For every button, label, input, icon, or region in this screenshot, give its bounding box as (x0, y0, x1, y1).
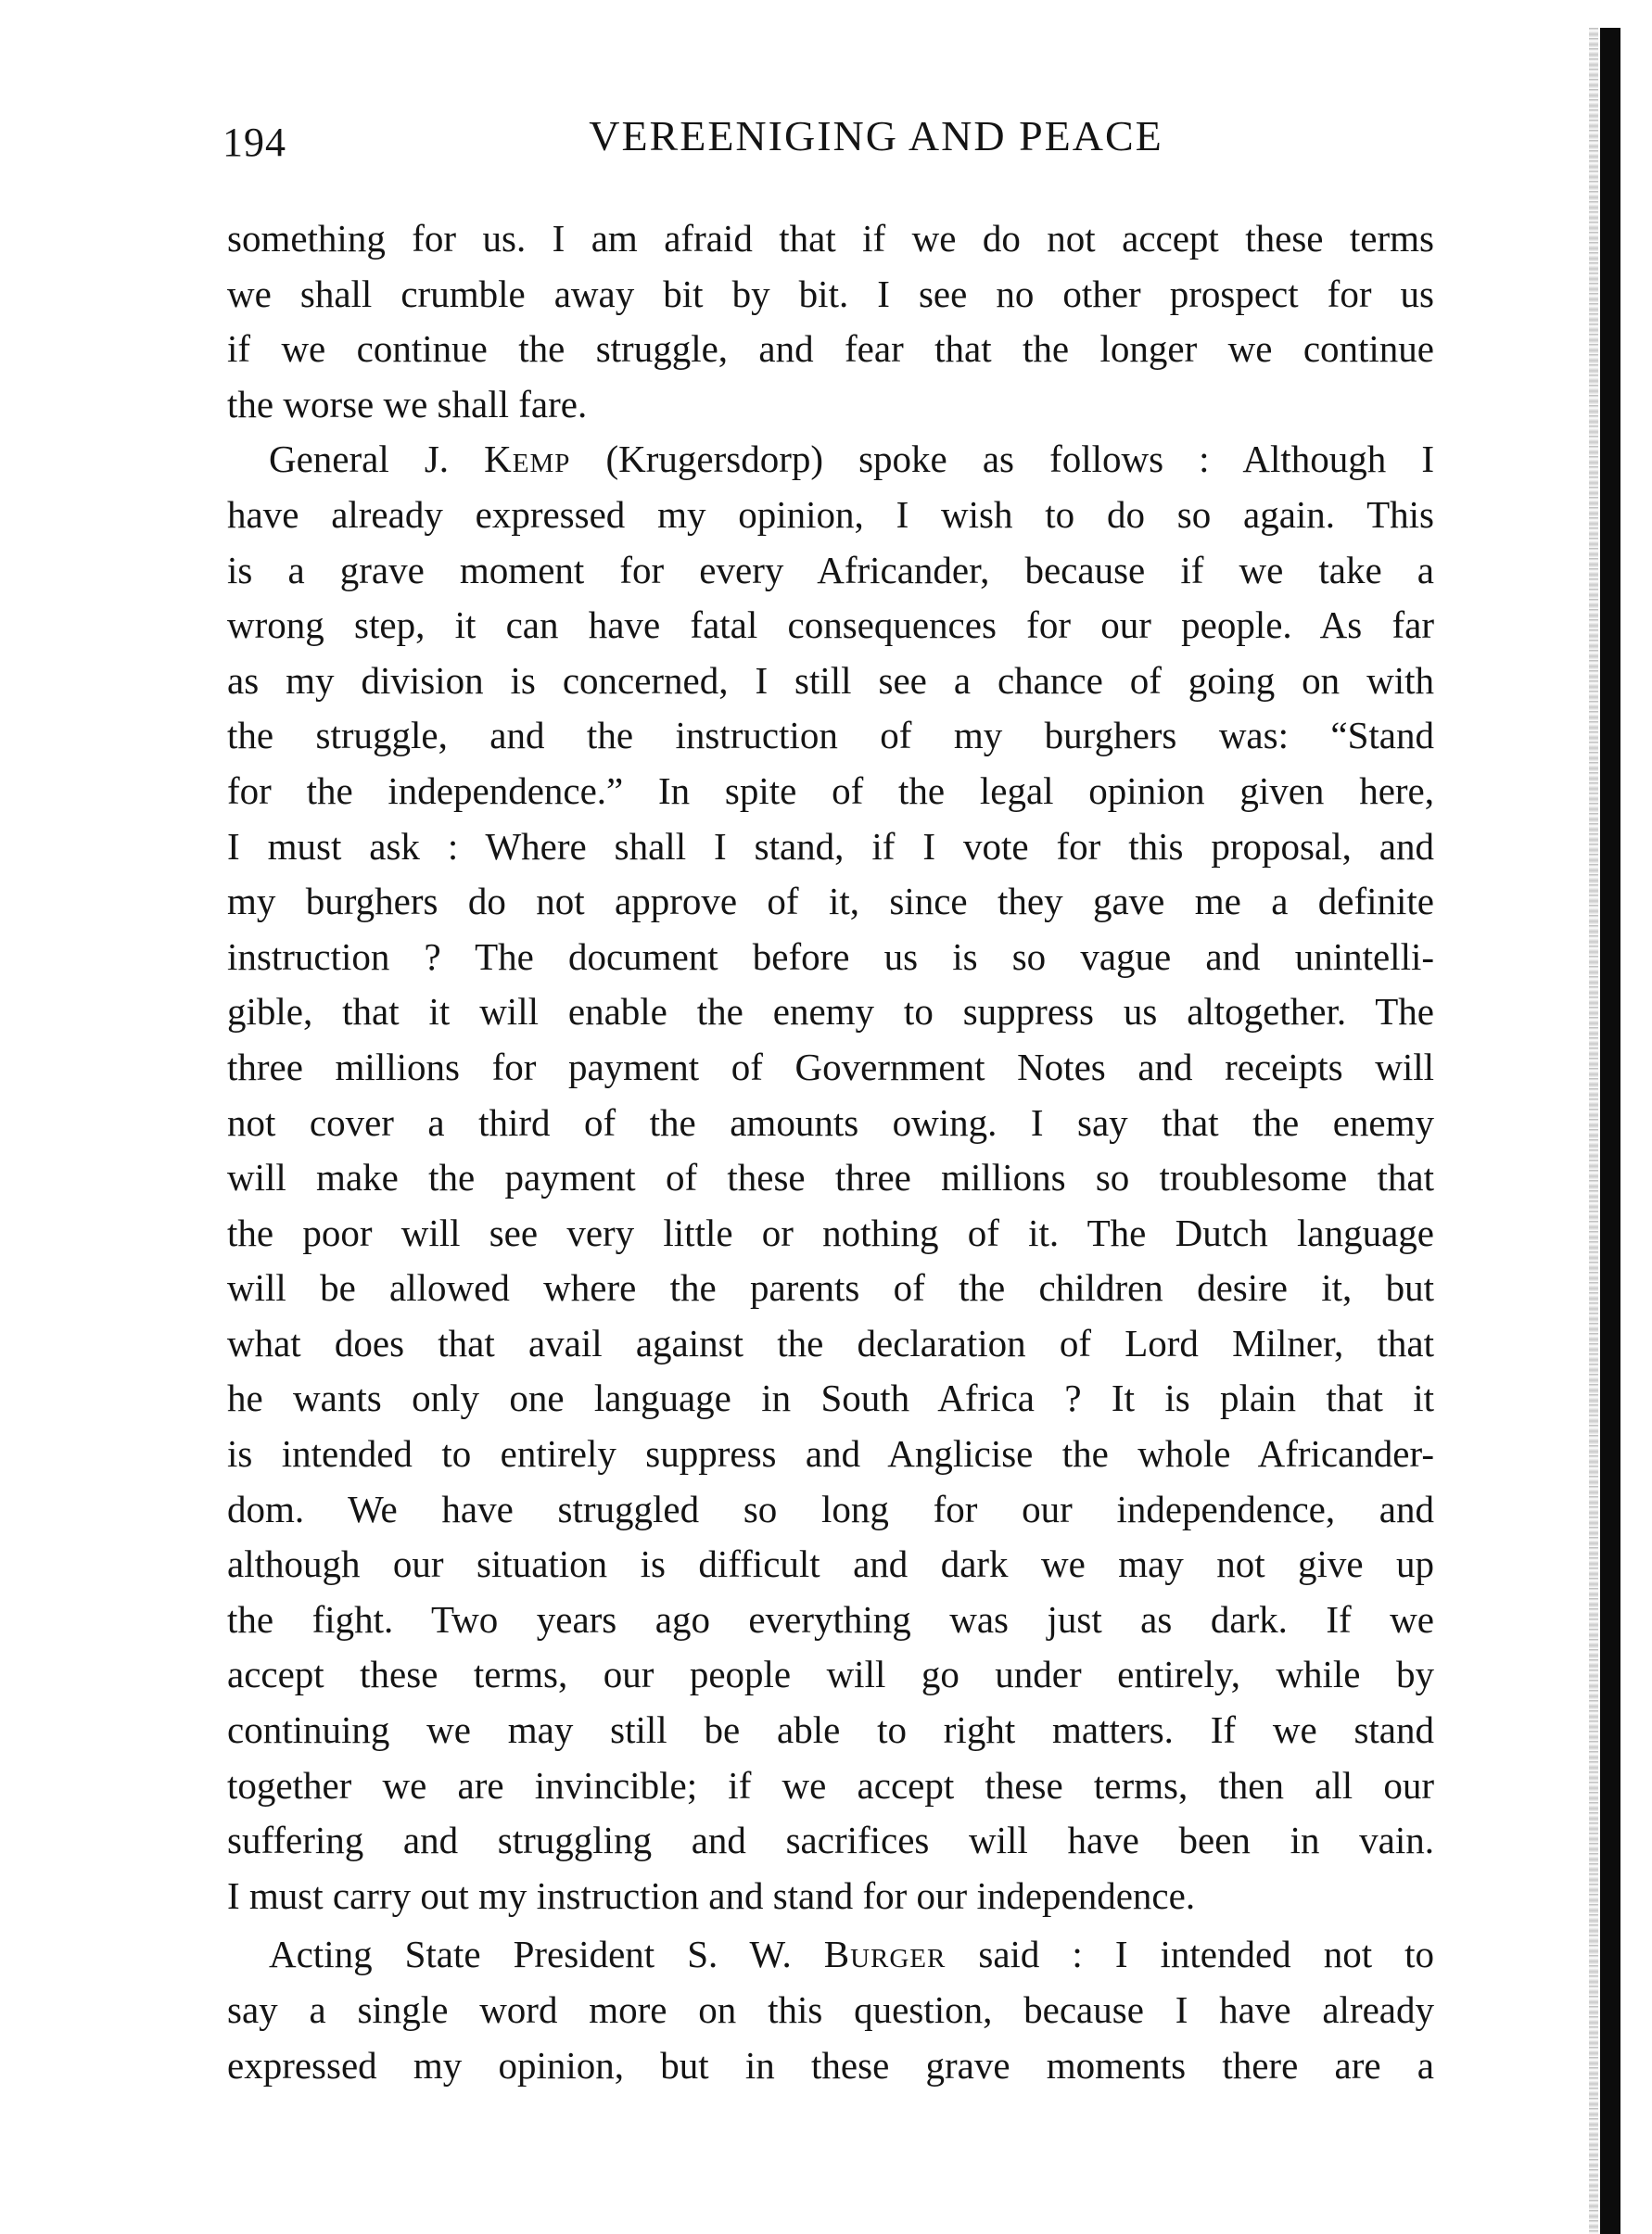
text-line: will be allowed where the parents of the children desire it, but (227, 1266, 1434, 1310)
text-line: will make the payment of these three millions so troublesome that (227, 1156, 1434, 1200)
text-line: continuing we may still be able to right matters. If we stand (227, 1708, 1434, 1752)
body-text (227, 211, 1434, 2093)
lead-text: said : I intended not to (946, 1933, 1434, 1976)
text-line-lead (227, 432, 1434, 488)
text-line: he wants only one language in South Africa ? It is plain that it (227, 1377, 1434, 1420)
text-line: although our situation is difficult and dark we may not give up (227, 1542, 1434, 1586)
text-line: I must carry out my instruction and stand for our independence. (227, 1873, 1196, 1917)
speaker-name: Burger (823, 1933, 947, 1976)
text-line: my burghers do not approve of it, since they gave me a definite (227, 880, 1434, 923)
text-line: the fight. Two years ago everything was just as dark. If we (227, 1597, 1434, 1641)
lead-text: (Krugersdorp) spoke as follows : Although I (570, 438, 1435, 481)
text-line: together we are invincible; if we accept these terms, then all our (227, 1763, 1434, 1807)
page-number: 194 (222, 120, 286, 165)
text-line: wrong step, it can have fatal consequences for our people. As far (227, 603, 1434, 647)
text-line: I must ask : Where shall I stand, if I vote for this proposal, and (227, 824, 1434, 868)
page-edge-bar (1600, 28, 1620, 2234)
running-head (222, 111, 1446, 176)
paragraph-kemp (227, 432, 1434, 1923)
text-line: as my division is concerned, I still see a chance of going on with (227, 658, 1434, 702)
text-line: have already expressed my opinion, I wish to do so again. This (227, 492, 1434, 536)
running-title: VEREENIGING AND PEACE (589, 112, 1163, 159)
text-line: the poor will see very little or nothing of it. The Dutch language (227, 1211, 1434, 1254)
text-line: accept these terms, our people will go under entirely, while by (227, 1653, 1434, 1696)
text-line: something for us. I am afraid that if we do not accept these terms (227, 217, 1434, 260)
text-line: for the independence.” In spite of the legal opinion given here, (227, 768, 1434, 812)
text-line: the struggle, and the instruction of my burghers was: “Stand (227, 714, 1434, 757)
text-line: is intended to entirely suppress and Anglicise the whole Africander- (227, 1432, 1434, 1476)
text-line: if we continue the struggle, and fear that the longer we continue (227, 327, 1434, 371)
lead-text: Acting State President S. W. (269, 1933, 824, 1976)
text-line: what does that avail against the declaration of Lord Milner, that (227, 1321, 1434, 1365)
text-line: gible, that it will enable the enemy to suppress us altogether. The (227, 990, 1434, 1034)
text-line: instruction ? The document before us is so vague and unintelli- (227, 934, 1434, 978)
speaker-name: Kemp (484, 438, 571, 481)
paragraph-burger (227, 1927, 1434, 2093)
text-line: say a single word more on this question, because I have already (227, 1988, 1434, 2031)
lead-text: General J. (269, 438, 485, 481)
text-line: expressed my opinion, but in these grave moments there are a (227, 2043, 1434, 2087)
paragraph-continuation (227, 211, 1434, 432)
text-line: not cover a third of the amounts owing. I say that the enemy (227, 1100, 1434, 1144)
text-line: three millions for payment of Government Notes and receipts will (227, 1045, 1434, 1088)
text-line: the worse we shall fare. (227, 382, 588, 425)
text-line: dom. We have struggled so long for our independence, and (227, 1487, 1434, 1530)
text-line: suffering and struggling and sacrifices will have been in vain. (227, 1819, 1434, 1862)
text-line: we shall crumble away bit by bit. I see no other prospect for us (227, 272, 1434, 315)
text-line: is a grave moment for every Africander, because if we take a (227, 548, 1434, 591)
text-line-lead (227, 1927, 1434, 1983)
page-edge-shadow (1589, 28, 1598, 2234)
